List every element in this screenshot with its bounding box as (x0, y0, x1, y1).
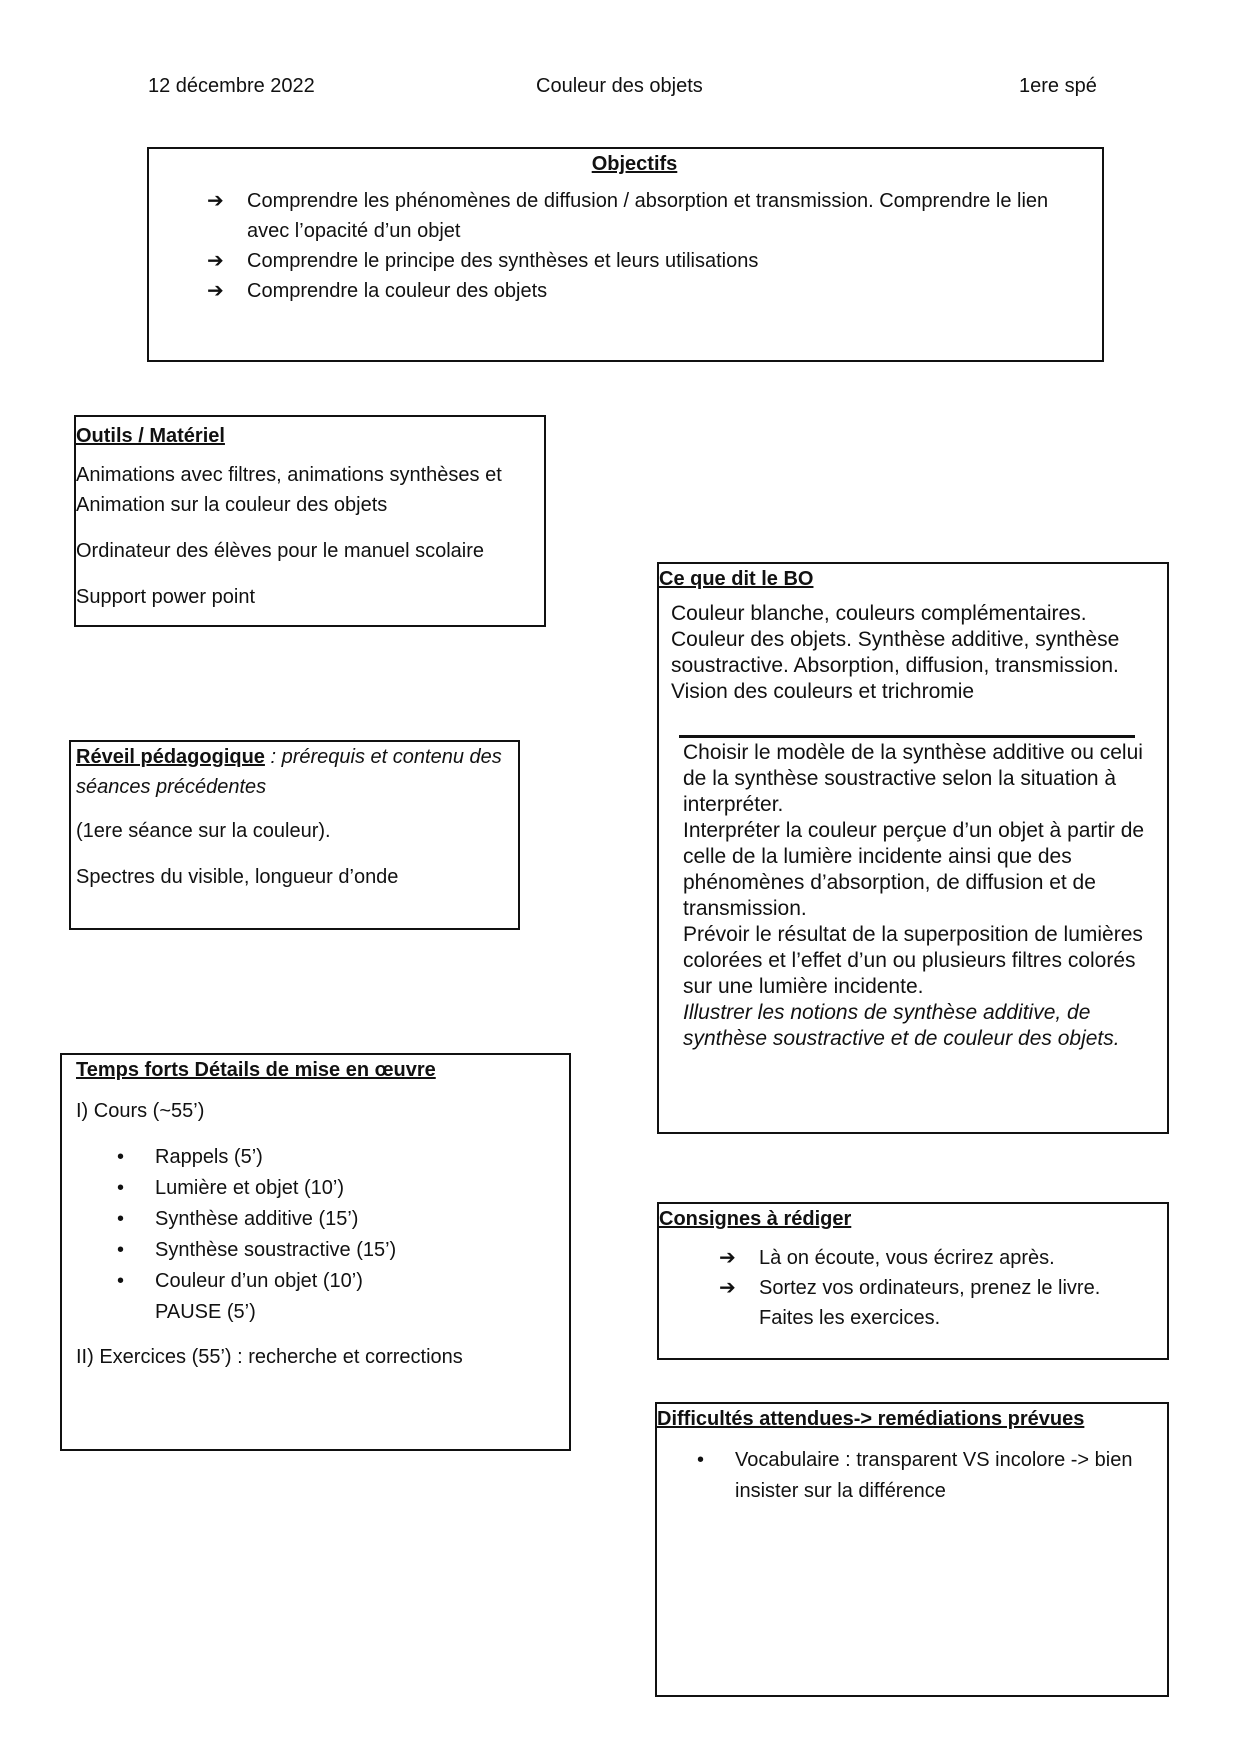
bullet-icon: • (697, 1449, 705, 1471)
difficultes-title: Difficultés attendues-> remédiations prévues (657, 1408, 1085, 1430)
exercices-heading: II) Exercices (55’) : recherche et corrections (76, 1346, 463, 1368)
bullet-icon: • (117, 1270, 125, 1292)
consignes-title: Consignes à rédiger (659, 1208, 852, 1230)
reveil-subtitle: : prérequis et contenu des séances précédentes (76, 746, 502, 798)
bullet-icon: • (117, 1239, 125, 1261)
list-item: ➔ Là on écoute, vous écrirez après. (719, 1243, 1157, 1273)
bo-capacite: Prévoir le résultat de la superposition de lumières colorées et l’effet d’un ou plusieurs filtres colorés sur une lumière incidente. (683, 923, 1143, 998)
outils-paragraph: Ordinateur des élèves pour le manuel scolaire (76, 540, 484, 562)
arrow-right-icon: ➔ (719, 1277, 736, 1299)
bo-title: Ce que dit le BO (659, 568, 814, 590)
bo-illustrer: Illustrer les notions de synthèse additive, de synthèse soustractive et de couleur des objets. (683, 1001, 1120, 1050)
bo-capacite: Choisir le modèle de la synthèse additive ou celui de la synthèse soustractive selon la situation à interpréter. (683, 741, 1143, 816)
header-date: 12 décembre 2022 (148, 75, 315, 97)
difficultes-list (657, 1445, 1157, 1507)
bo-capacite: Interpréter la couleur perçue d’un objet à partir de celle de la lumière incidente ainsi que des phénomènes d’absorption, de diffusion et de transmission. (683, 819, 1145, 920)
pause-label: PAUSE (5’) (155, 1301, 256, 1323)
list-item (115, 1297, 561, 1328)
list-item: • Couleur d’un objet (10’) (115, 1266, 561, 1297)
list-item: • Rappels (5’) (115, 1142, 561, 1173)
arrow-right-icon: ➔ (207, 280, 224, 302)
header-level: 1ere spé (1019, 75, 1097, 97)
difficultes-box (655, 1402, 1169, 1697)
bo-box (657, 562, 1169, 1134)
temps-forts-box (60, 1053, 571, 1451)
bo-vision: Vision des couleurs et trichromie (671, 680, 975, 703)
header-title: Couleur des objets (536, 75, 703, 97)
arrow-right-icon: ➔ (207, 190, 224, 212)
list-item: • Lumière et objet (10’) (115, 1173, 561, 1204)
bo-notions: Couleur blanche, couleurs complémentaires. Couleur des objets. Synthèse additive, synthèse soustractive. Absorption, diffusion, transmission. (671, 602, 1120, 677)
reveil-box (69, 740, 520, 930)
arrow-right-icon: ➔ (719, 1247, 736, 1269)
reveil-title: Réveil pédagogique (76, 746, 265, 768)
bullet-icon: • (117, 1177, 125, 1199)
list-item: ➔ Comprendre le principe des synthèses et leurs utilisations (207, 246, 1062, 276)
bullet-icon: • (117, 1146, 125, 1168)
list-item: ➔ Comprendre les phénomènes de diffusion / absorption et transmission. Comprendre le lien avec l’opacité d’un objet (207, 186, 1062, 246)
arrow-right-icon: ➔ (207, 250, 224, 272)
reveil-paragraph: Spectres du visible, longueur d’onde (76, 866, 399, 888)
objectifs-box (147, 147, 1104, 362)
list-item: • Vocabulaire : transparent VS incolore -> bien insister sur la différence (695, 1445, 1157, 1507)
consignes-box (657, 1202, 1169, 1360)
outils-title: Outils / Matériel (76, 425, 225, 447)
outils-paragraph: Animations avec filtres, animations synthèses et Animation sur la couleur des objets (76, 464, 502, 516)
outils-paragraph: Support power point (76, 586, 256, 608)
temps-forts-title: Temps forts Détails de mise en œuvre (76, 1059, 436, 1081)
outils-box (74, 415, 546, 627)
list-item: ➔ Comprendre la couleur des objets (207, 276, 1062, 306)
list-item: • Synthèse additive (15’) (115, 1204, 561, 1235)
cours-list (76, 1142, 561, 1328)
objectifs-title: Objectifs (591, 153, 678, 175)
consignes-list (659, 1243, 1157, 1333)
objectifs-list (207, 186, 1062, 306)
list-item: ➔ Sortez vos ordinateurs, prenez le livre. Faites les exercices. (719, 1273, 1157, 1333)
bullet-icon: • (117, 1208, 125, 1230)
reveil-paragraph: (1ere séance sur la couleur). (76, 820, 331, 842)
cours-heading: I) Cours (~55’) (76, 1100, 205, 1122)
list-item: • Synthèse soustractive (15’) (115, 1235, 561, 1266)
